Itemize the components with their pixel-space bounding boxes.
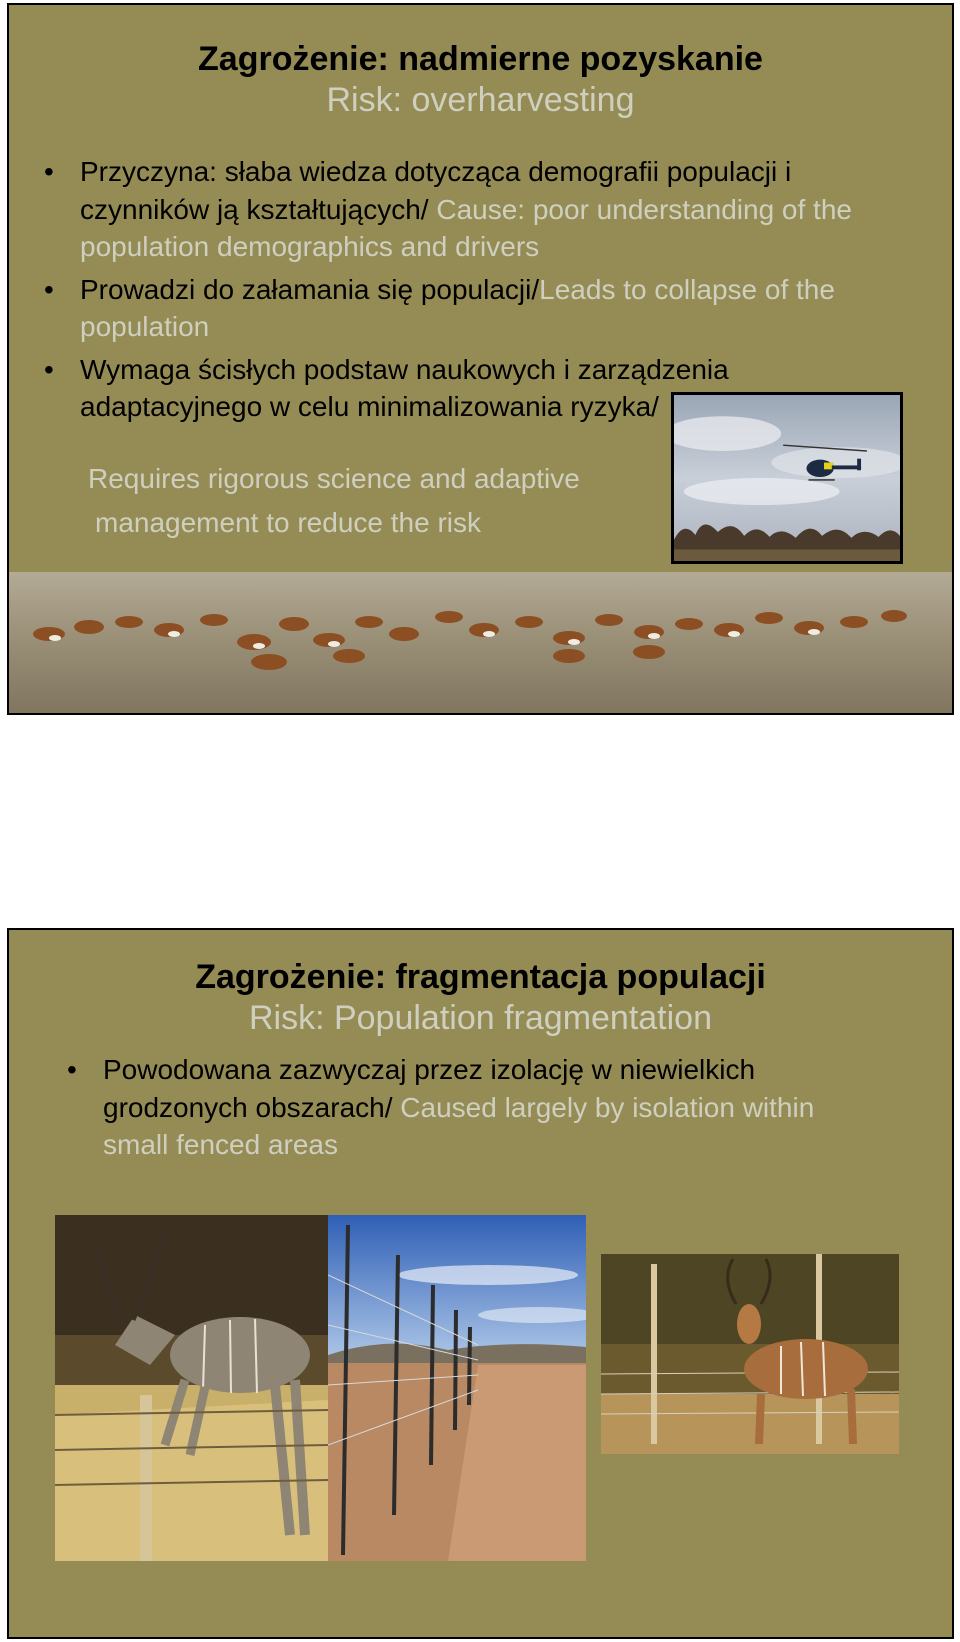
slide-subtitle: Risk: overharvesting: [326, 81, 635, 119]
slide-subtitle: Risk: Population fragmentation: [248, 999, 713, 1037]
kudu-jumping-fence-photo: [55, 1215, 328, 1561]
bullet-glyph: •: [44, 273, 54, 305]
bullet-collapse: [44, 271, 840, 346]
bullet-text-pl: Prowadzi do załamania się populacji/: [80, 273, 540, 305]
bullet-text-pl: Wymaga ścisłych podstaw naukowych i zarządzenia adaptacyjnego w celu minimalizowania ryzyka/: [80, 353, 729, 422]
bullet-list: [67, 1051, 843, 1164]
bullet-text-en: Cause: poor understanding of the population demographics and drivers: [80, 193, 852, 262]
bullet-text-pl: Powodowana zazwyczaj przez izolację w niewielkich grodzonych obszarach/: [103, 1054, 756, 1123]
bullet-text-en: Caused largely by isolation within small fenced areas: [103, 1091, 815, 1160]
requires-text-line-2: management to reduce the risk: [95, 507, 481, 538]
slide-title: Zagrożenie: fragmentacja populacji: [195, 958, 766, 996]
bullet-text-pl: Przyczyna: słaba wiedza dotycząca demografii populacji i czynników ją kształtujących/: [80, 156, 792, 225]
fence-line-photo: [328, 1215, 586, 1561]
slide-title: Zagrożenie: nadmierne pozyskanie: [198, 40, 763, 78]
antelope-herd-photo: [9, 572, 954, 715]
bullet-isolation: [67, 1051, 843, 1164]
bullet-glyph: •: [44, 353, 54, 385]
bullet-glyph: •: [44, 156, 54, 187]
bullet-cause: [44, 153, 880, 266]
bullet-text-en: Leads to collapse of the population: [80, 273, 835, 342]
bullet-list: [44, 153, 880, 426]
requires-text-line-1: Requires rigorous science and adaptive: [88, 463, 580, 494]
bullet-glyph: •: [67, 1054, 77, 1085]
slide-fragmentation: [7, 928, 954, 1639]
slide-overharvesting: [7, 3, 954, 715]
kudu-standing-photo: [601, 1254, 899, 1454]
helicopter-photo: [671, 392, 903, 564]
